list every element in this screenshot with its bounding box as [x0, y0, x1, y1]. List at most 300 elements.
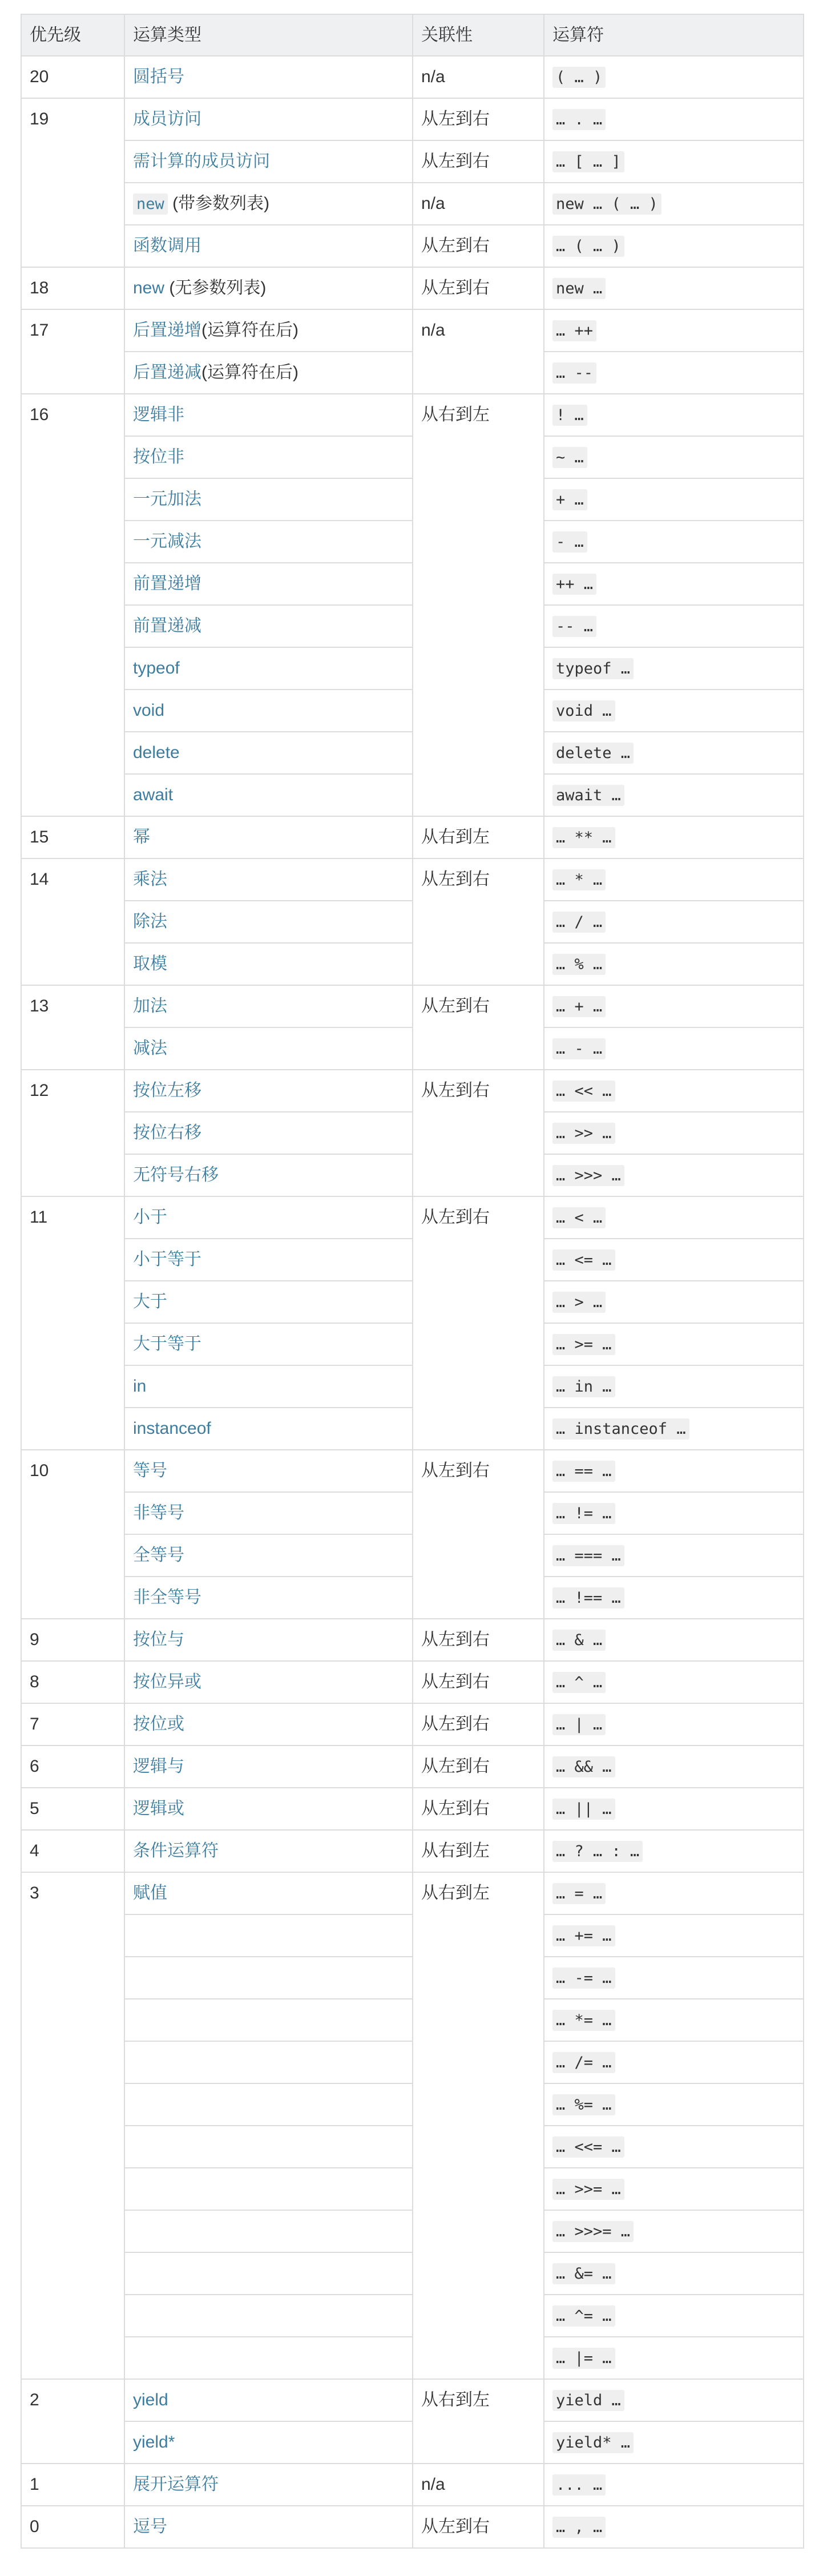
table-row — [21, 352, 804, 394]
operator-cell — [544, 2421, 804, 2464]
operator-code: … / … — [552, 912, 606, 933]
operator-cell — [544, 2506, 804, 2548]
associativity-cell: 从左到右 — [413, 267, 544, 309]
operator-type-cell[interactable] — [124, 1323, 413, 1365]
operator-cell — [544, 732, 804, 774]
operator-code: … ( … ) — [552, 236, 624, 257]
operator-code: + … — [552, 489, 587, 510]
associativity-cell: 从右到左 — [413, 816, 544, 858]
operator-type-cell[interactable] — [124, 436, 413, 478]
type-link[interactable]: await — [133, 785, 174, 804]
operator-type-cell[interactable] — [124, 1872, 413, 1914]
type-link[interactable]: 小于等于 — [133, 1250, 201, 1269]
operator-code: … - … — [552, 1038, 606, 1059]
operator-code: … ++ — [552, 320, 596, 341]
operator-type-cell[interactable] — [124, 98, 413, 140]
operator-code: … *= … — [552, 2010, 615, 2031]
associativity-cell: 从右到左 — [413, 1872, 544, 2379]
operator-type-cell[interactable] — [124, 1450, 413, 1492]
operator-type-cell[interactable] — [124, 1027, 413, 1070]
operator-cell — [544, 1788, 804, 1830]
type-link[interactable]: 函数调用 — [133, 236, 201, 255]
operator-cell — [544, 98, 804, 140]
table-row — [21, 1450, 804, 1492]
priority-cell: 14 — [21, 858, 124, 985]
type-link[interactable]: 展开运算符 — [133, 2475, 219, 2494]
operator-type-cell[interactable] — [124, 2379, 413, 2421]
operator-type-cell — [124, 1957, 413, 1999]
operator-cell — [544, 309, 804, 352]
operator-type-cell[interactable] — [124, 140, 413, 183]
table-row — [21, 1492, 804, 1534]
operator-type-cell[interactable] — [124, 816, 413, 858]
operator-type-cell[interactable] — [124, 985, 413, 1027]
operator-type-cell[interactable] — [124, 1619, 413, 1661]
operator-cell — [544, 1323, 804, 1365]
operator-cell — [544, 985, 804, 1027]
associativity-cell: 从右到左 — [413, 2379, 544, 2464]
operator-cell — [544, 1661, 804, 1703]
operator-code: … % … — [552, 954, 606, 975]
operator-cell — [544, 1999, 804, 2041]
priority-cell: 18 — [21, 267, 124, 309]
operator-type-cell — [124, 2295, 413, 2337]
type-link[interactable]: 减法 — [133, 1039, 167, 1058]
operator-type-cell[interactable] — [124, 732, 413, 774]
operator-cell — [544, 1070, 804, 1112]
operator-cell — [544, 1534, 804, 1577]
type-suffix: (带参数列表) — [167, 194, 270, 213]
priority-cell: 9 — [21, 1619, 124, 1661]
type-link[interactable]: instanceof — [133, 1419, 211, 1438]
type-link[interactable]: 大于 — [133, 1292, 167, 1311]
associativity-cell: 从左到右 — [413, 225, 544, 267]
type-link[interactable]: 赋值 — [133, 1884, 167, 1902]
operator-type-cell — [124, 2252, 413, 2295]
header-type: 运算类型 — [124, 14, 413, 56]
type-link[interactable]: 按位右移 — [133, 1123, 201, 1142]
operator-code: await … — [552, 785, 624, 806]
operator-cell — [544, 521, 804, 563]
operator-type-cell[interactable] — [124, 2464, 413, 2506]
operator-cell — [544, 774, 804, 816]
priority-cell: 20 — [21, 56, 124, 98]
operator-type-cell[interactable] — [124, 478, 413, 521]
operator-cell — [544, 394, 804, 436]
operator-type-cell — [124, 2337, 413, 2379]
type-suffix: (运算符在后) — [201, 363, 298, 382]
associativity-cell: 从左到右 — [413, 1619, 544, 1661]
table-row — [21, 1872, 804, 1914]
table-row — [21, 1154, 804, 1196]
operator-code: … >> … — [552, 1123, 615, 1144]
associativity-cell: 从右到左 — [413, 1830, 544, 1872]
operator-type-cell[interactable] — [124, 943, 413, 985]
operator-cell — [544, 2252, 804, 2295]
table-row — [21, 1957, 804, 1999]
priority-cell: 17 — [21, 309, 124, 394]
type-link[interactable]: 按位异或 — [133, 1672, 201, 1691]
associativity-cell: 从左到右 — [413, 1070, 544, 1196]
operator-code: … = … — [552, 1883, 606, 1904]
operator-code: … ? … : … — [552, 1841, 643, 1862]
type-link[interactable]: 乘法 — [133, 870, 167, 889]
operator-code: … | … — [552, 1714, 606, 1735]
operator-type-cell[interactable] — [124, 1492, 413, 1534]
header-associativity: 关联性 — [413, 14, 544, 56]
table-row — [21, 267, 804, 309]
type-link[interactable]: 等号 — [133, 1461, 167, 1480]
type-link[interactable]: 后置递减 — [133, 363, 201, 382]
operator-code: void … — [552, 700, 615, 721]
operator-cell — [544, 1957, 804, 1999]
type-link[interactable]: delete — [133, 743, 180, 762]
operator-cell — [544, 1703, 804, 1745]
type-link[interactable]: 逻辑或 — [133, 1799, 184, 1818]
operator-code: … %= … — [552, 2094, 615, 2115]
table-row — [21, 985, 804, 1027]
table-row — [21, 2464, 804, 2506]
type-link[interactable]: 条件运算符 — [133, 1841, 219, 1860]
priority-cell: 19 — [21, 98, 124, 267]
type-link[interactable]: 非全等号 — [133, 1588, 201, 1607]
operator-code: … > … — [552, 1292, 606, 1313]
type-link[interactable]: 除法 — [133, 912, 167, 931]
priority-cell: 16 — [21, 394, 124, 816]
operator-code: … -= … — [552, 1968, 615, 1989]
operator-code: - … — [552, 531, 587, 553]
table-row — [21, 140, 804, 183]
table-row — [21, 2126, 804, 2168]
operator-type-cell[interactable] — [124, 1112, 413, 1154]
table-row — [21, 647, 804, 690]
operator-code: … >>>= … — [552, 2221, 634, 2242]
operator-cell — [544, 436, 804, 478]
operator-code: … & … — [552, 1630, 606, 1651]
operator-cell — [544, 1196, 804, 1239]
operator-code: ( … ) — [552, 67, 606, 88]
operator-cell — [544, 225, 804, 267]
operator-cell — [544, 267, 804, 309]
table-row — [21, 394, 804, 436]
header-priority: 优先级 — [21, 14, 124, 56]
table-row — [21, 478, 804, 521]
associativity-cell: 从左到右 — [413, 985, 544, 1070]
table-row — [21, 774, 804, 816]
table-row — [21, 436, 804, 478]
type-link[interactable]: 按位与 — [133, 1630, 184, 1649]
operator-type-cell — [124, 2083, 413, 2126]
table-row — [21, 1323, 804, 1365]
operator-type-cell[interactable] — [124, 1196, 413, 1239]
operator-code: … ^= … — [552, 2305, 615, 2327]
operator-type-cell[interactable] — [124, 1365, 413, 1408]
operator-type-cell[interactable] — [124, 1661, 413, 1703]
priority-cell: 11 — [21, 1196, 124, 1450]
table-row — [21, 732, 804, 774]
associativity-cell: n/a — [413, 56, 544, 98]
type-suffix: (运算符在后) — [201, 321, 298, 340]
associativity-cell: 从左到右 — [413, 1196, 544, 1450]
header-operator: 运算符 — [544, 14, 804, 56]
operator-type-cell[interactable] — [124, 56, 413, 98]
operator-cell — [544, 1745, 804, 1788]
associativity-cell: 从左到右 — [413, 1788, 544, 1830]
operator-code: yield … — [552, 2390, 624, 2411]
operator-cell — [544, 2126, 804, 2168]
type-code[interactable]: new — [133, 193, 168, 215]
type-link[interactable]: 无符号右移 — [133, 1166, 219, 1184]
table-row — [21, 2421, 804, 2464]
type-link[interactable]: 圆括号 — [133, 67, 184, 86]
type-link[interactable]: 非等号 — [133, 1503, 184, 1522]
operator-code: … , … — [552, 2517, 606, 2538]
type-link[interactable]: 成员访问 — [133, 110, 201, 128]
operator-cell — [544, 1872, 804, 1914]
operator-code: typeof … — [552, 658, 634, 679]
operator-code: … /= … — [552, 2052, 615, 2073]
operator-type-cell[interactable] — [124, 1534, 413, 1577]
table-row — [21, 1914, 804, 1957]
priority-cell: 7 — [21, 1703, 124, 1745]
table-row — [21, 2337, 804, 2379]
table-row — [21, 521, 804, 563]
operator-type-cell[interactable] — [124, 1408, 413, 1450]
operator-type-cell[interactable] — [124, 1239, 413, 1281]
type-link[interactable]: 一元加法 — [133, 490, 201, 509]
operator-code: … [ … ] — [552, 151, 624, 172]
table-row — [21, 901, 804, 943]
table-row — [21, 943, 804, 985]
operator-type-cell[interactable] — [124, 225, 413, 267]
operator-type-cell[interactable] — [124, 267, 413, 309]
operator-cell — [544, 1281, 804, 1323]
associativity-cell: 从左到右 — [413, 1745, 544, 1788]
operator-code: … <<= … — [552, 2136, 624, 2158]
type-link[interactable]: 逗号 — [133, 2517, 167, 2536]
table-row — [21, 2210, 804, 2252]
operator-code: … >>> … — [552, 1165, 624, 1186]
operator-cell — [544, 1577, 804, 1619]
table-row — [21, 1239, 804, 1281]
table-row — [21, 2083, 804, 2126]
operator-cell — [544, 563, 804, 605]
operator-type-cell — [124, 2168, 413, 2210]
type-link[interactable]: 前置递增 — [133, 574, 201, 593]
table-row — [21, 1027, 804, 1070]
operator-type-cell[interactable] — [124, 858, 413, 901]
operator-type-cell[interactable] — [124, 690, 413, 732]
table-row — [21, 309, 804, 352]
operator-cell — [544, 352, 804, 394]
type-link[interactable]: yield — [133, 2390, 168, 2409]
operator-code: … &= … — [552, 2263, 615, 2284]
type-link[interactable]: 逻辑非 — [133, 405, 184, 424]
operator-code: -- … — [552, 616, 596, 637]
table-row — [21, 858, 804, 901]
operator-code: delete … — [552, 743, 634, 764]
associativity-cell: n/a — [413, 309, 544, 394]
table-row — [21, 2379, 804, 2421]
table-row — [21, 225, 804, 267]
operator-cell — [544, 2041, 804, 2083]
associativity-cell: 从左到右 — [413, 2506, 544, 2548]
table-row — [21, 1703, 804, 1745]
table-row — [21, 1830, 804, 1872]
operator-cell — [544, 816, 804, 858]
associativity-cell: n/a — [413, 183, 544, 225]
operator-type-cell[interactable] — [124, 521, 413, 563]
priority-cell: 8 — [21, 1661, 124, 1703]
operator-code: … * … — [552, 869, 606, 890]
operator-cell — [544, 690, 804, 732]
type-link[interactable]: new — [133, 279, 165, 297]
operator-type-cell[interactable] — [124, 1281, 413, 1323]
operator-type-cell[interactable] — [124, 605, 413, 647]
table-row — [21, 1788, 804, 1830]
operator-code: … && … — [552, 1756, 615, 1777]
operator-code: … === … — [552, 1545, 624, 1566]
table-row — [21, 1534, 804, 1577]
priority-cell: 5 — [21, 1788, 124, 1830]
operator-type-cell[interactable] — [124, 183, 413, 225]
operator-cell — [544, 605, 804, 647]
operator-precedence-table — [21, 14, 804, 2549]
type-link[interactable]: void — [133, 701, 165, 720]
table-row — [21, 2252, 804, 2295]
operator-code: … in … — [552, 1376, 615, 1397]
operator-type-cell — [124, 2041, 413, 2083]
table-row — [21, 605, 804, 647]
operator-code: … . … — [552, 109, 606, 130]
priority-cell: 0 — [21, 2506, 124, 2548]
priority-cell: 4 — [21, 1830, 124, 1872]
associativity-cell: 从左到右 — [413, 140, 544, 183]
type-link[interactable]: 需计算的成员访问 — [133, 152, 270, 171]
operator-cell — [544, 2083, 804, 2126]
operator-cell — [544, 2295, 804, 2337]
type-link[interactable]: 大于等于 — [133, 1335, 201, 1353]
table-row — [21, 1196, 804, 1239]
operator-type-cell[interactable] — [124, 2506, 413, 2548]
type-link[interactable]: 取模 — [133, 954, 167, 973]
priority-cell: 6 — [21, 1745, 124, 1788]
type-link[interactable]: 小于 — [133, 1208, 167, 1227]
table-row — [21, 1070, 804, 1112]
operator-code: … << … — [552, 1081, 615, 1102]
type-link[interactable]: 加法 — [133, 997, 167, 1015]
operator-type-cell[interactable] — [124, 1703, 413, 1745]
type-link[interactable]: yield* — [133, 2433, 175, 2452]
associativity-cell: n/a — [413, 2464, 544, 2506]
table-row — [21, 1577, 804, 1619]
operator-code: ~ … — [552, 447, 587, 468]
operator-cell — [544, 2337, 804, 2379]
operator-cell — [544, 1619, 804, 1661]
operator-code: ++ … — [552, 574, 596, 595]
operator-type-cell[interactable] — [124, 1577, 413, 1619]
operator-type-cell[interactable] — [124, 1070, 413, 1112]
operator-type-cell[interactable] — [124, 774, 413, 816]
operator-type-cell[interactable] — [124, 563, 413, 605]
operator-code: … |= … — [552, 2348, 615, 2369]
operator-cell — [544, 901, 804, 943]
operator-type-cell[interactable] — [124, 901, 413, 943]
operator-type-cell[interactable] — [124, 2421, 413, 2464]
operator-cell — [544, 2168, 804, 2210]
operator-type-cell[interactable] — [124, 352, 413, 394]
type-link[interactable]: 逻辑与 — [133, 1757, 184, 1776]
priority-cell: 13 — [21, 985, 124, 1070]
type-link[interactable]: 前置递减 — [133, 616, 201, 635]
operator-type-cell[interactable] — [124, 1745, 413, 1788]
operator-cell — [544, 1154, 804, 1196]
operator-cell — [544, 943, 804, 985]
operator-type-cell — [124, 1999, 413, 2041]
table-row — [21, 98, 804, 140]
table-row — [21, 1112, 804, 1154]
operator-type-cell — [124, 1914, 413, 1957]
operator-cell — [544, 183, 804, 225]
operator-type-cell[interactable] — [124, 1788, 413, 1830]
operator-code: … || … — [552, 1799, 615, 1820]
type-link[interactable]: 按位或 — [133, 1715, 184, 1734]
type-link[interactable]: 幂 — [133, 828, 150, 846]
operator-cell — [544, 647, 804, 690]
operator-type-cell[interactable] — [124, 394, 413, 436]
type-link[interactable]: 一元减法 — [133, 532, 201, 551]
operator-type-cell[interactable] — [124, 1154, 413, 1196]
type-link[interactable]: 按位左移 — [133, 1081, 201, 1100]
table-row — [21, 56, 804, 98]
type-link[interactable]: in — [133, 1377, 147, 1396]
priority-cell: 2 — [21, 2379, 124, 2464]
table-row — [21, 1999, 804, 2041]
operator-cell — [544, 858, 804, 901]
operator-code: … + … — [552, 996, 606, 1017]
operator-cell — [544, 2464, 804, 2506]
operator-type-cell[interactable] — [124, 309, 413, 352]
table-row — [21, 1745, 804, 1788]
type-link[interactable]: 全等号 — [133, 1546, 184, 1565]
priority-cell: 12 — [21, 1070, 124, 1196]
operator-cell — [544, 1914, 804, 1957]
type-link[interactable]: 后置递增 — [133, 321, 201, 340]
table-row — [21, 183, 804, 225]
table-row — [21, 2168, 804, 2210]
associativity-cell: 从右到左 — [413, 394, 544, 816]
operator-code: … <= … — [552, 1249, 615, 1271]
type-link[interactable]: 按位非 — [133, 448, 184, 466]
operator-code: … += … — [552, 1925, 615, 1946]
operator-cell — [544, 2379, 804, 2421]
priority-cell: 15 — [21, 816, 124, 858]
operator-cell — [544, 1408, 804, 1450]
operator-code: new … ( … ) — [552, 193, 661, 215]
table-row — [21, 690, 804, 732]
operator-type-cell[interactable] — [124, 1830, 413, 1872]
operator-cell — [544, 140, 804, 183]
operator-cell — [544, 1450, 804, 1492]
table-row — [21, 816, 804, 858]
operator-cell — [544, 1112, 804, 1154]
operator-type-cell[interactable] — [124, 647, 413, 690]
operator-code: … !== … — [552, 1587, 624, 1609]
type-link[interactable]: typeof — [133, 659, 180, 678]
priority-cell: 1 — [21, 2464, 124, 2506]
operator-cell — [544, 2210, 804, 2252]
operator-code: … ** … — [552, 827, 615, 848]
